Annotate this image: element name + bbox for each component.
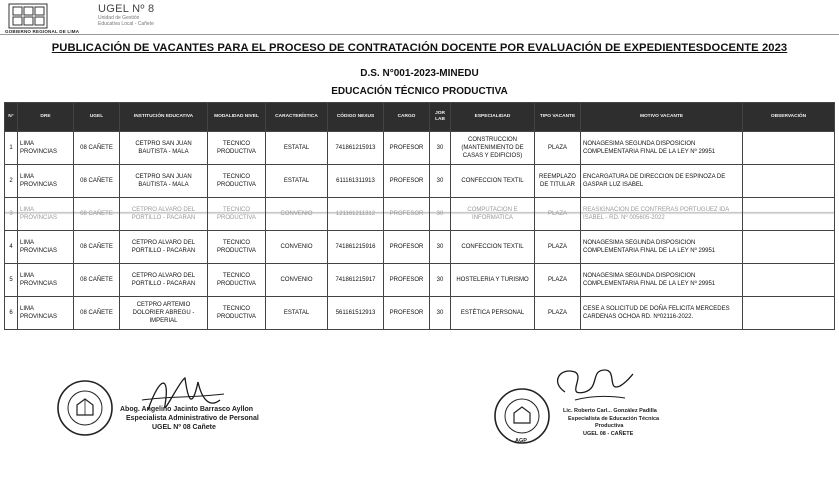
table-cell: CONSTRUCCION (MANTENIMIENTO DE CASAS Y EDIFICIOS) <box>451 132 535 165</box>
table-row <box>5 132 835 165</box>
column-header: MODALIDAD NIVEL <box>208 103 266 132</box>
table-cell: PROFESOR <box>384 165 430 198</box>
table-row <box>5 231 835 264</box>
table-cell: TECNICO PRODUCTIVA <box>208 165 266 198</box>
table-cell: COMPUTACION E INFORMATICA <box>451 198 535 231</box>
table-cell: CETPRO ARTEMIO DOLORIER ABREGU - IMPERIAL <box>120 297 208 330</box>
seal-initials: AGP <box>515 438 527 444</box>
table-cell: PROFESOR <box>384 231 430 264</box>
table-cell: LIMA PROVINCIAS <box>18 264 74 297</box>
table-cell: CETPRO ALVARO DEL PORTILLO - PACARAN <box>120 231 208 264</box>
table-cell: 08 CAÑETE <box>74 231 120 264</box>
table-cell: CETPRO ALVARO DEL PORTILLO - PACARAN <box>120 264 208 297</box>
table-cell: 561161512913 <box>328 297 384 330</box>
table-cell: 121161211312 <box>328 198 384 231</box>
section-title: EDUCACIÓN TÉCNICO PRODUCTIVA <box>331 86 508 97</box>
column-header: CARACTERÍSTICA <box>266 103 328 132</box>
column-header: UGEL <box>74 103 120 132</box>
ugel-seal-stamp <box>55 378 115 438</box>
education-seal-stamp <box>492 386 552 446</box>
table-cell: PROFESOR <box>384 132 430 165</box>
column-header: MOTIVO VACANTE <box>581 103 743 132</box>
table-cell: ESTATAL <box>266 132 328 165</box>
table-cell: LIMA PROVINCIAS <box>18 231 74 264</box>
right-signatory-role-2: Productiva <box>595 423 624 429</box>
right-signatory-name: Lic. Roberto Carl... González Padilla <box>563 408 657 414</box>
table-cell: 741861215913 <box>328 132 384 165</box>
table-row <box>5 264 835 297</box>
table-cell: CONVENIO <box>266 264 328 297</box>
table-cell <box>743 231 835 264</box>
table-cell: LIMA PROVINCIAS <box>18 198 74 231</box>
table-cell: CONFECCION TEXTIL <box>451 165 535 198</box>
left-signatory-unit: UGEL Nº 08 Cañete <box>152 424 216 431</box>
table-cell: TECNICO PRODUCTIVA <box>208 297 266 330</box>
table-cell: TECNICO PRODUCTIVA <box>208 231 266 264</box>
table-cell: TECNICO PRODUCTIVA <box>208 132 266 165</box>
table-cell: 30 <box>430 198 451 231</box>
header-row <box>5 103 835 132</box>
table-cell: 08 CAÑETE <box>74 264 120 297</box>
column-header: DRE <box>18 103 74 132</box>
table-cell <box>743 165 835 198</box>
table-cell: NONAGESIMA SEGUNDA DISPOSICION COMPLEMENTARIA FINAL DE LA LEY Nº 29951 <box>581 231 743 264</box>
table-cell: PLAZA <box>535 297 581 330</box>
table-cell: ESTÉTICA PERSONAL <box>451 297 535 330</box>
column-header: N° <box>5 103 18 132</box>
table-cell: CESE A SOLICITUD DE DOÑA FELICITA MERCEDES CARDENAS OCHOA RD. Nº02116-2022. <box>581 297 743 330</box>
table-cell: 30 <box>430 264 451 297</box>
table-cell: 08 CAÑETE <box>74 198 120 231</box>
vacancies-table <box>4 102 835 330</box>
column-header: ESPECIALIDAD <box>451 103 535 132</box>
table-cell: LIMA PROVINCIAS <box>18 132 74 165</box>
table-header <box>5 103 835 132</box>
table-cell <box>743 198 835 231</box>
column-header: JOR LAB <box>430 103 451 132</box>
table-cell: PLAZA <box>535 198 581 231</box>
regional-government-logo <box>8 3 48 29</box>
ugel-subtitle-1: Unidad de Gestión <box>98 15 140 21</box>
table-cell: TECNICO PRODUCTIVA <box>208 264 266 297</box>
table-cell: 6 <box>5 297 18 330</box>
table-cell: CONVENIO <box>266 231 328 264</box>
ugel-subtitle-2: Educativa Local - Cañete <box>98 21 154 27</box>
table-cell: 08 CAÑETE <box>74 297 120 330</box>
regional-government-name: GOBIERNO REGIONAL DE LIMA <box>5 29 80 34</box>
table-cell: CONFECCION TEXTIL <box>451 231 535 264</box>
table-cell: 741861215917 <box>328 264 384 297</box>
column-header: TIPO VACANTE <box>535 103 581 132</box>
table-cell: CONVENIO <box>266 198 328 231</box>
document-title: PUBLICACIÓN DE VACANTES PARA EL PROCESO DE CONTRATACIÓN DOCENTE POR EVALUACIÓN DE EXPEDIENTESDOCENTE 2023 <box>51 42 788 54</box>
table-cell: PROFESOR <box>384 264 430 297</box>
table-cell: ESTATAL <box>266 297 328 330</box>
table-cell: PLAZA <box>535 231 581 264</box>
ugel-block <box>98 3 154 27</box>
table-cell: 2 <box>5 165 18 198</box>
decree-number: D.S. N°001-2023-MINEDU <box>360 68 479 79</box>
right-handwritten-signature <box>545 362 635 410</box>
table-body <box>5 132 835 330</box>
table-cell: 30 <box>430 231 451 264</box>
column-header: CÓDIGO NEXUS <box>328 103 384 132</box>
table-cell: REASIGNACION DE CONTRERAS PORTUGUEZ IDA ISABEL - RD. Nº 005605-2022 <box>581 198 743 231</box>
table-cell: 30 <box>430 297 451 330</box>
table-cell: CETPRO SAN JUAN BAUTISTA - MALA <box>120 165 208 198</box>
table-cell: 08 CAÑETE <box>74 132 120 165</box>
table-cell: TECNICO PRODUCTIVA <box>208 198 266 231</box>
column-header: OBSERVACIÓN <box>743 103 835 132</box>
table-cell: 611161311913 <box>328 165 384 198</box>
table-cell: CETPRO SAN JUAN BAUTISTA - MALA <box>120 132 208 165</box>
table-cell: 30 <box>430 132 451 165</box>
right-signatory-role: Especialista de Educación Técnica <box>568 416 660 422</box>
table-cell: PROFESOR <box>384 297 430 330</box>
table-cell: PLAZA <box>535 264 581 297</box>
table-cell <box>743 264 835 297</box>
table-cell: PROFESOR <box>384 198 430 231</box>
table-cell <box>743 297 835 330</box>
table-cell: ESTATAL <box>266 165 328 198</box>
table-cell: REEMPLAZO DE TITULAR <box>535 165 581 198</box>
table-row <box>5 297 835 330</box>
right-signatory-unit: UGEL 08 - CAÑETE <box>583 431 634 437</box>
left-signatory-role: Especialista Administrativo de Personal <box>126 415 259 422</box>
table-cell: PLAZA <box>535 132 581 165</box>
table-cell: NONAGESIMA SEGUNDA DISPOSICION COMPLEMENTARIA FINAL DE LA LEY Nº 29951 <box>581 132 743 165</box>
table-cell: HOSTELERIA Y TURISMO <box>451 264 535 297</box>
table-cell: LIMA PROVINCIAS <box>18 297 74 330</box>
header-divider <box>0 34 839 35</box>
ugel-title: UGEL Nº 8 <box>98 3 155 15</box>
table-row <box>5 165 835 198</box>
table-cell: 741861215916 <box>328 231 384 264</box>
table-cell: 08 CAÑETE <box>74 165 120 198</box>
table-cell: 4 <box>5 231 18 264</box>
table-cell: 5 <box>5 264 18 297</box>
column-header: CARGO <box>384 103 430 132</box>
table-cell: ENCARGATURA DE DIRECCION DE ESPINOZA DE GASPAR LUZ ISABEL <box>581 165 743 198</box>
table-cell: 3 <box>5 198 18 231</box>
left-signatory-name: Abog. Angelino Jacinto Barrasco Ayllon <box>120 406 254 413</box>
table-cell <box>743 132 835 165</box>
table-cell: 1 <box>5 132 18 165</box>
table-cell: NONAGESIMA SEGUNDA DISPOSICION COMPLEMENTARIA FINAL DE LA LEY Nº 29951 <box>581 264 743 297</box>
column-header: INSTITUCIÓN EDUCATIVA <box>120 103 208 132</box>
table-cell: LIMA PROVINCIAS <box>18 165 74 198</box>
table-cell: 30 <box>430 165 451 198</box>
table-row <box>5 198 835 231</box>
table-cell: CETPRO ALVARO DEL PORTILLO - PACARAN <box>120 198 208 231</box>
